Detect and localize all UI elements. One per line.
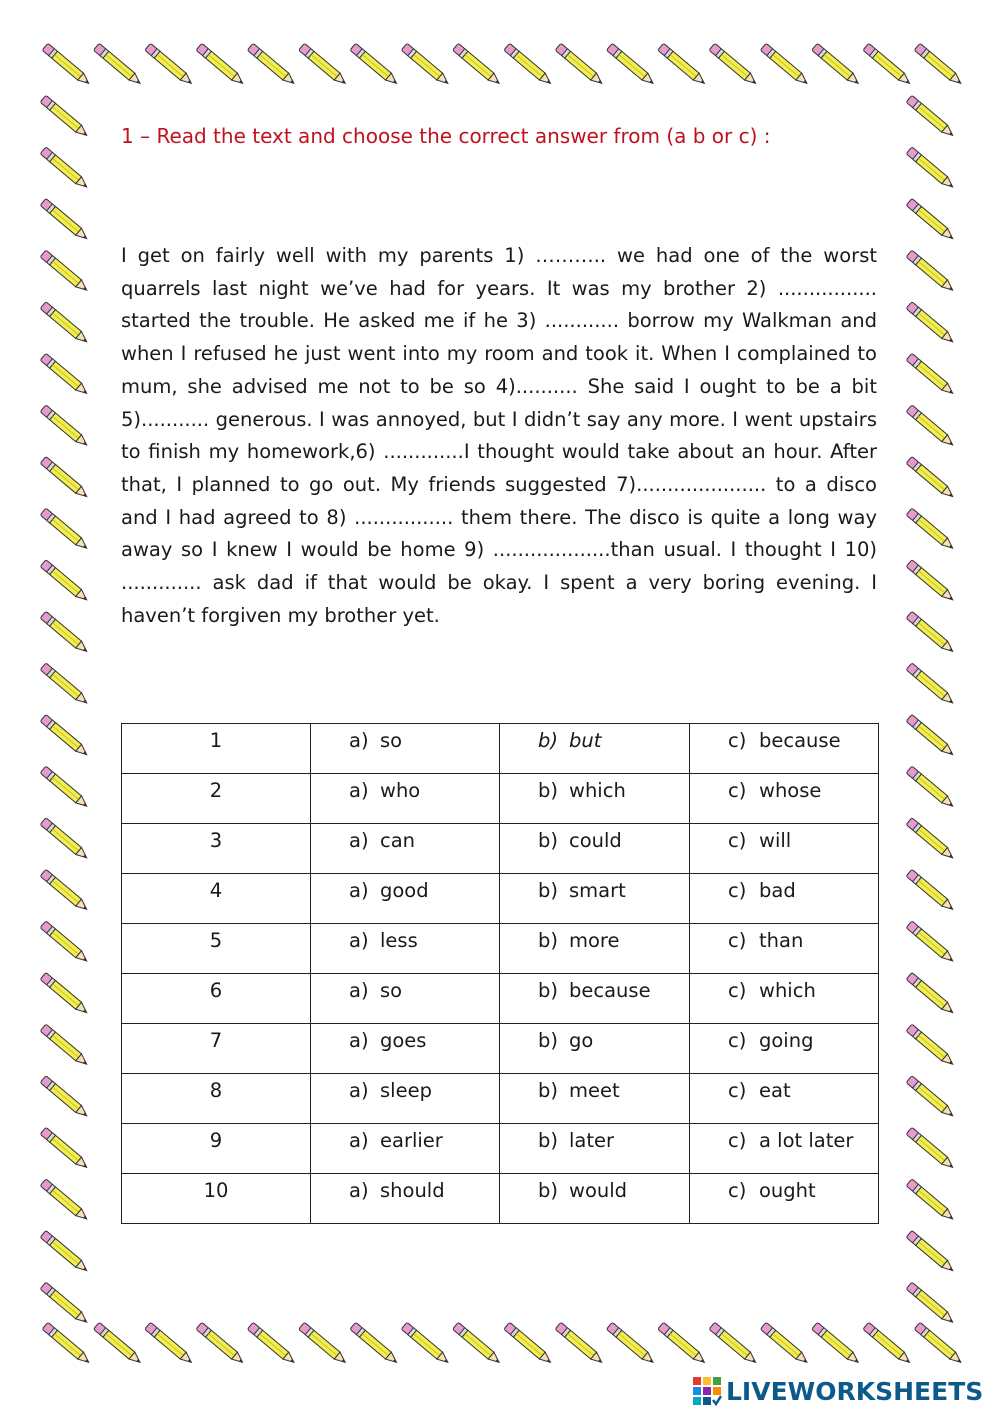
option-b[interactable]	[500, 724, 690, 774]
pencil-icon	[40, 250, 89, 294]
option-a[interactable]	[311, 1124, 500, 1174]
pencil-icon	[40, 1230, 89, 1274]
option-text: because	[759, 729, 841, 752]
option-b[interactable]	[500, 824, 690, 874]
option-letter: b)	[538, 929, 558, 952]
pencil-icon	[555, 43, 604, 87]
pencil-icon	[906, 869, 955, 913]
pencil-icon	[606, 1322, 655, 1366]
option-b[interactable]	[500, 924, 690, 974]
pencil-icon	[906, 1127, 955, 1171]
option-letter: c)	[728, 1029, 747, 1052]
option-letter: a)	[349, 829, 369, 852]
option-text: could	[569, 829, 622, 852]
liveworksheets-logo	[692, 1374, 983, 1408]
pencil-icon	[906, 456, 955, 500]
option-letter: a)	[349, 929, 369, 952]
option-letter: b)	[538, 879, 558, 902]
pencil-icon	[40, 353, 89, 397]
option-a[interactable]	[311, 974, 500, 1024]
question-number	[122, 724, 311, 774]
pencil-icon	[40, 1127, 89, 1171]
pencil-icon	[40, 95, 89, 139]
pencil-icon	[40, 560, 89, 604]
option-text: than	[759, 929, 804, 952]
question-number-text: 6	[209, 979, 223, 1002]
option-text: so	[380, 979, 403, 1002]
question-number	[122, 874, 311, 924]
pencil-icon	[914, 1322, 963, 1366]
option-letter: b)	[538, 729, 558, 752]
option-letter: b)	[538, 1029, 558, 1052]
option-letter: c)	[728, 729, 747, 752]
pencil-icon	[247, 43, 296, 87]
option-letter: c)	[728, 779, 747, 802]
pencil-column-left	[40, 95, 89, 1325]
option-letter: c)	[728, 1129, 747, 1152]
pencil-icon	[906, 1179, 955, 1223]
option-letter: b)	[538, 1179, 558, 1202]
option-a[interactable]	[311, 1174, 500, 1224]
option-c[interactable]	[690, 724, 879, 774]
pencil-icon	[906, 818, 955, 862]
option-letter: a)	[349, 1129, 369, 1152]
pencil-icon	[40, 1076, 89, 1120]
option-text: less	[380, 929, 418, 952]
pencil-icon	[40, 818, 89, 862]
option-letter: a)	[349, 1079, 369, 1102]
pencil-icon	[906, 972, 955, 1016]
answer-row	[122, 874, 879, 924]
option-c[interactable]	[690, 774, 879, 824]
pencil-icon	[40, 405, 89, 449]
pencil-icon	[299, 1322, 348, 1366]
pencil-row-bottom	[42, 1322, 964, 1366]
pencil-icon	[145, 1322, 194, 1366]
option-b[interactable]	[500, 974, 690, 1024]
pencil-icon	[40, 147, 89, 191]
option-c[interactable]	[690, 874, 879, 924]
option-c[interactable]	[690, 924, 879, 974]
question-number	[122, 1074, 311, 1124]
pencil-icon	[555, 1322, 604, 1366]
option-text: a lot later	[759, 1129, 854, 1152]
option-c[interactable]	[690, 1074, 879, 1124]
pencil-icon	[906, 1024, 955, 1068]
question-number-text: 8	[209, 1079, 223, 1102]
liveworksheets-logo-text: LIVEWORKSHEETS	[726, 1376, 984, 1406]
option-text: should	[380, 1179, 445, 1202]
answer-row	[122, 1024, 879, 1074]
pencil-icon	[299, 43, 348, 87]
option-c[interactable]	[690, 1024, 879, 1074]
option-c[interactable]	[690, 974, 879, 1024]
option-letter: a)	[349, 979, 369, 1002]
pencil-icon	[709, 43, 758, 87]
option-text: whose	[759, 779, 822, 802]
pencil-icon	[401, 43, 450, 87]
pencil-icon	[709, 1322, 758, 1366]
option-text: eat	[759, 1079, 791, 1102]
pencil-icon	[906, 1282, 955, 1326]
option-text: going	[759, 1029, 814, 1052]
option-letter: c)	[728, 829, 747, 852]
answer-row	[122, 974, 879, 1024]
pencil-icon	[906, 1230, 955, 1274]
pencil-icon	[906, 302, 955, 346]
liveworksheets-logo-icon	[692, 1376, 722, 1406]
pencil-icon	[760, 43, 809, 87]
pencil-icon	[196, 1322, 245, 1366]
question-number	[122, 774, 311, 824]
question-number	[122, 1124, 311, 1174]
pencil-icon	[40, 1282, 89, 1326]
option-text: but	[569, 729, 602, 752]
option-text: later	[569, 1129, 615, 1152]
option-text: which	[759, 979, 816, 1002]
answer-row	[122, 1074, 879, 1124]
pencil-icon	[906, 250, 955, 294]
option-b[interactable]	[500, 874, 690, 924]
option-letter: a)	[349, 729, 369, 752]
option-text: smart	[569, 879, 626, 902]
pencil-icon	[658, 1322, 707, 1366]
answer-row	[122, 1174, 879, 1224]
question-number-text: 3	[209, 829, 223, 852]
option-text: meet	[569, 1079, 620, 1102]
option-b[interactable]	[500, 774, 690, 824]
option-letter: a)	[349, 879, 369, 902]
pencil-icon	[812, 43, 861, 87]
option-letter: c)	[728, 929, 747, 952]
pencil-icon	[906, 766, 955, 810]
pencil-icon	[40, 972, 89, 1016]
option-a[interactable]	[311, 1074, 500, 1124]
pencil-icon	[906, 353, 955, 397]
pencil-icon	[40, 714, 89, 758]
option-letter: c)	[728, 1179, 747, 1202]
option-text: more	[569, 929, 620, 952]
option-letter: b)	[538, 979, 558, 1002]
option-text: will	[759, 829, 792, 852]
question-number-text: 4	[209, 879, 223, 902]
option-c[interactable]	[690, 824, 879, 874]
pencil-icon	[504, 43, 553, 87]
option-text: can	[380, 829, 416, 852]
pencil-icon	[350, 1322, 399, 1366]
pencil-icon	[40, 508, 89, 552]
pencil-icon	[42, 1322, 91, 1366]
pencil-icon	[812, 1322, 861, 1366]
question-number	[122, 1024, 311, 1074]
option-text: so	[380, 729, 403, 752]
pencil-icon	[145, 43, 194, 87]
question-number	[122, 924, 311, 974]
pencil-icon	[906, 508, 955, 552]
option-letter: a)	[349, 1179, 369, 1202]
option-letter: c)	[728, 1079, 747, 1102]
pencil-icon	[401, 1322, 450, 1366]
option-b[interactable]	[500, 1174, 690, 1224]
pencil-icon	[906, 560, 955, 604]
pencil-icon	[453, 1322, 502, 1366]
option-letter: a)	[349, 779, 369, 802]
pencil-icon	[196, 43, 245, 87]
option-c[interactable]	[690, 1124, 879, 1174]
question-number-text: 5	[209, 929, 223, 952]
pencil-icon	[40, 869, 89, 913]
option-letter: c)	[728, 979, 747, 1002]
question-number-text: 10	[203, 1179, 229, 1202]
option-a[interactable]	[311, 774, 500, 824]
question-number	[122, 1174, 311, 1224]
option-text: which	[569, 779, 626, 802]
pencil-icon	[760, 1322, 809, 1366]
option-b[interactable]	[500, 1024, 690, 1074]
pencil-icon	[40, 921, 89, 965]
pencil-icon	[906, 95, 955, 139]
pencil-icon	[42, 43, 91, 87]
answer-row	[122, 724, 879, 774]
option-letter: b)	[538, 829, 558, 852]
pencil-icon	[863, 1322, 912, 1366]
pencil-icon	[658, 43, 707, 87]
answer-row	[122, 924, 879, 974]
pencil-icon	[504, 1322, 553, 1366]
pencil-icon	[914, 43, 963, 87]
option-a[interactable]	[311, 874, 500, 924]
pencil-icon	[247, 1322, 296, 1366]
pencil-icon	[906, 147, 955, 191]
pencil-icon	[606, 43, 655, 87]
option-text: sleep	[380, 1079, 432, 1102]
option-text: ought	[759, 1179, 816, 1202]
option-c[interactable]	[690, 1174, 879, 1224]
pencil-icon	[93, 1322, 142, 1366]
option-text: earlier	[380, 1129, 443, 1152]
pencil-icon	[453, 43, 502, 87]
pencil-icon	[906, 405, 955, 449]
pencil-icon	[40, 611, 89, 655]
pencil-icon	[906, 714, 955, 758]
reading-passage: I get on fairly well with my parents 1) ……….. we had one of the worst quarrels last night we’ve had for years. It was my brother 2) ................ started the trouble. He asked me if he 3) ............ borrow my Walkman and when I refused he just went into my room and took it. When I complained to mum, she advised me not to be so 4).......... She said I ought to be a bit 5)........... generous. I was annoyed, but I didn’t say any more. I went upstairs to finish my homework,6) .............I thought would take about an hour. After that, I planned to go out. My friends suggested 7)..................... to a disco and I had agreed to 8) ................ them there. The disco is quite a long way away so I knew I would be home 9) ...................than usual. I thought I 10) ............. ask dad if that would be okay. I spent a very boring evening. I haven’t forgiven my brother yet.	[121, 244, 877, 627]
question-number-text: 2	[209, 779, 223, 802]
pencil-icon	[40, 663, 89, 707]
question-number	[122, 824, 311, 874]
option-a[interactable]	[311, 824, 500, 874]
option-a[interactable]	[311, 924, 500, 974]
answer-row	[122, 824, 879, 874]
option-letter: a)	[349, 1029, 369, 1052]
option-text: go	[569, 1029, 594, 1052]
option-text: good	[380, 879, 429, 902]
option-letter: b)	[538, 779, 558, 802]
pencil-icon	[906, 198, 955, 242]
answer-row	[122, 1124, 879, 1174]
option-text: bad	[759, 879, 796, 902]
option-letter: c)	[728, 879, 747, 902]
pencil-icon	[906, 1076, 955, 1120]
pencil-icon	[40, 766, 89, 810]
pencil-icon	[906, 663, 955, 707]
pencil-column-right	[906, 95, 955, 1325]
pencil-row-top	[42, 43, 964, 87]
option-a[interactable]	[311, 724, 500, 774]
option-text: would	[569, 1179, 628, 1202]
pencil-icon	[350, 43, 399, 87]
pencil-icon	[40, 1179, 89, 1223]
pencil-icon	[863, 43, 912, 87]
pencil-icon	[40, 198, 89, 242]
pencil-icon	[40, 1024, 89, 1068]
option-letter: b)	[538, 1079, 558, 1102]
pencil-icon	[40, 456, 89, 500]
question-number-text: 1	[209, 729, 223, 752]
option-text: goes	[380, 1029, 427, 1052]
option-letter: b)	[538, 1129, 558, 1152]
option-b[interactable]	[500, 1124, 690, 1174]
pencil-icon	[40, 302, 89, 346]
answer-row	[122, 774, 879, 824]
question-number-text: 9	[209, 1129, 223, 1152]
option-text: who	[380, 779, 421, 802]
option-b[interactable]	[500, 1074, 690, 1124]
option-a[interactable]	[311, 1024, 500, 1074]
instruction-title: 1 – Read the text and choose the correct answer from (a b or c) :	[121, 124, 771, 148]
question-number-text: 7	[209, 1029, 223, 1052]
pencil-icon	[93, 43, 142, 87]
answer-table	[121, 723, 879, 1224]
pencil-icon	[906, 921, 955, 965]
option-text: because	[569, 979, 651, 1002]
pencil-icon	[906, 611, 955, 655]
question-number	[122, 974, 311, 1024]
